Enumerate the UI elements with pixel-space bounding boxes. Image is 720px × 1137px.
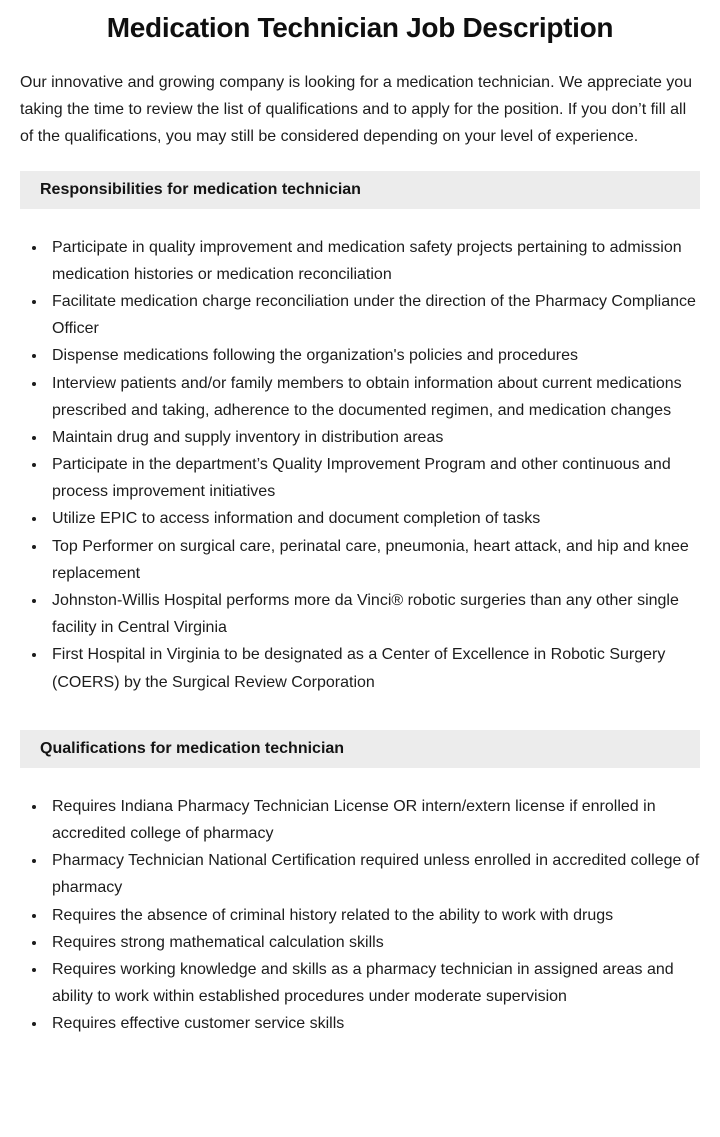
responsibility-item: • Top Performer on surgical care, perinatal care, pneumonia, heart attack, and hip and knee replacement: [47, 533, 700, 587]
page-title: Medication Technician Job Description: [106, 12, 614, 43]
responsibility-item: • Participate in quality improvement and medication safety projects pertaining to admission medication histories or medication reconciliation: [47, 234, 700, 288]
qualification-item: • Pharmacy Technician National Certification required unless enrolled in accredited college of pharmacy: [47, 847, 700, 901]
qualification-item: • Requires the absence of criminal history related to the ability to work with drugs: [47, 902, 700, 929]
responsibilities-list: [20, 234, 700, 696]
intro-paragraph: Our innovative and growing company is looking for a medication technician. We appreciate you taking the time to review the list of qualifications and to apply for the position. If you don’t fill all of the qualifications, you may still be considered depending on your level of experience.: [20, 74, 693, 146]
responsibility-item: • Facilitate medication charge reconciliation under the direction of the Pharmacy Compliance Officer: [47, 288, 700, 342]
qualification-item: • Requires working knowledge and skills as a pharmacy technician in assigned areas and ability to work within established procedures under moderate supervision: [47, 956, 700, 1010]
responsibility-item: • Maintain drug and supply inventory in distribution areas: [47, 424, 700, 451]
qualification-item: • Requires strong mathematical calculation skills: [47, 929, 700, 956]
responsibility-item: • Dispense medications following the organization's policies and procedures: [47, 342, 700, 369]
qualifications-section: [20, 730, 700, 1038]
responsibilities-section: [20, 171, 700, 696]
responsibility-item: • Utilize EPIC to access information and document completion of tasks: [47, 505, 700, 532]
qualification-item: • Requires Indiana Pharmacy Technician License OR intern/extern license if enrolled in accredited college of pharmacy: [47, 793, 700, 847]
responsibility-item: • Participate in the department’s Quality Improvement Program and other continuous and process improvement initiatives: [47, 451, 700, 505]
responsibility-item: • Interview patients and/or family members to obtain information about current medications prescribed and taking, adherence to the documented regimen, and medication changes: [47, 370, 700, 424]
responsibility-item: • First Hospital in Virginia to be designated as a Center of Excellence in Robotic Surgery (COERS) by the Surgical Review Corporation: [47, 641, 700, 695]
qualifications-section-heading: Qualifications for medication technician: [20, 730, 700, 768]
responsibility-item: • Johnston-Willis Hospital performs more da Vinci® robotic surgeries than any other single facility in Central Virginia: [47, 587, 700, 641]
responsibilities-section-heading: Responsibilities for medication technician: [20, 171, 700, 209]
qualification-item: • Requires effective customer service skills: [47, 1010, 700, 1037]
qualifications-list: [20, 793, 700, 1038]
